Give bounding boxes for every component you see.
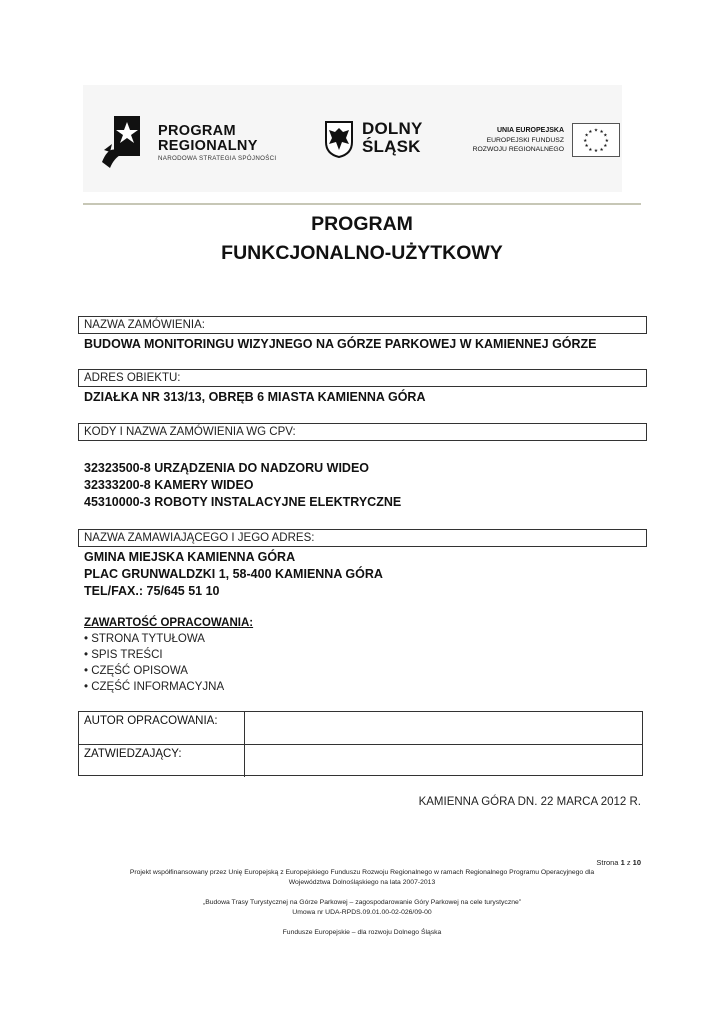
cofinance-line2: Województwa Dolnośląskiego na lata 2007-2013 bbox=[288, 879, 436, 886]
program-logo-tagline: NARODOWA STRATEGIA SPÓJNOŚCI bbox=[158, 155, 277, 162]
svg-text:★: ★ bbox=[603, 144, 608, 150]
page-prefix: Strona bbox=[596, 858, 621, 867]
document-title-line1: PROGRAM bbox=[311, 213, 413, 235]
cpv-code-2: 32333200-8 KAMERY WIDEO bbox=[84, 478, 254, 492]
signatures-table bbox=[78, 711, 643, 776]
place-and-date: KAMIENNA GÓRA DN. 22 MARCA 2012 R. bbox=[418, 796, 641, 808]
program-regionalny-logo bbox=[100, 112, 277, 168]
page-current: 1 bbox=[620, 858, 625, 867]
dolny-slask-line2: ŚLĄSK bbox=[362, 137, 421, 156]
ordering-party-phone: TEL/FAX.: 75/645 51 10 bbox=[84, 584, 220, 598]
svg-text:★: ★ bbox=[588, 129, 593, 135]
contents-item: • SPIS TREŚCI bbox=[84, 649, 163, 661]
author-field bbox=[245, 712, 642, 744]
ordering-party-address: PLAC GRUNWALDZKI 1, 58-400 KAMIENNA GÓRA bbox=[84, 567, 383, 581]
order-name-label: NAZWA ZAMÓWIENIA: bbox=[78, 316, 647, 334]
svg-text:★: ★ bbox=[584, 133, 589, 139]
cpv-code-1: 32323500-8 URZĄDZENIA DO NADZORU WIDEO bbox=[84, 461, 370, 475]
eu-flag-icon bbox=[572, 123, 620, 157]
contents-item: • STRONA TYTUŁOWA bbox=[84, 633, 205, 645]
dolny-slask-logo bbox=[324, 120, 436, 162]
document-title-line2: FUNKCJONALNO-UŻYTKOWY bbox=[221, 242, 503, 264]
dolny-slask-line1: DOLNY bbox=[362, 119, 423, 138]
svg-text:★: ★ bbox=[593, 149, 599, 155]
page-of: z bbox=[624, 858, 633, 867]
contents-heading: ZAWARTOŚĆ OPRACOWANIA: bbox=[84, 617, 254, 629]
project-name: „Budowa Trasy Turystycznej na Górze Parkowej – zagospodarowanie Góry Parkowej na cele turystyczne” bbox=[202, 899, 522, 906]
svg-text:★: ★ bbox=[599, 147, 604, 153]
contents-item: • CZĘŚĆ INFORMACYJNA bbox=[84, 681, 225, 693]
approver-field bbox=[245, 745, 642, 777]
object-address-label: ADRES OBIEKTU: bbox=[78, 369, 647, 387]
author-label: AUTOR OPRACOWANIA: bbox=[79, 712, 245, 744]
svg-text:★: ★ bbox=[603, 133, 608, 139]
eu-logo-line1: UNIA EUROPEJSKA bbox=[496, 127, 564, 134]
eu-logo bbox=[470, 122, 622, 160]
page-total: 10 bbox=[632, 858, 641, 867]
program-logo-line1: PROGRAM bbox=[158, 123, 236, 139]
svg-text:★: ★ bbox=[604, 138, 609, 144]
cofinance-line1: Projekt współfinansowany przez Unię Europejską z Europejskiego Funduszu Rozwoju Regionalnego w ramach Regionalnego Programu Operacyjnego dla bbox=[129, 869, 595, 876]
cpv-code-3: 45310000-3 ROBOTY INSTALACYJNE ELEKTRYCZNE bbox=[84, 495, 402, 509]
order-name-value: BUDOWA MONITORINGU WIZYJNEGO NA GÓRZE PARKOWEJ W KAMIENNEJ GÓRZE bbox=[84, 337, 597, 351]
ordering-party-name: GMINA MIEJSKA KAMIENNA GÓRA bbox=[84, 550, 296, 564]
footer-slogan: Fundusze Europejskie – dla rozwoju Dolnego Śląska bbox=[282, 929, 442, 936]
contents-item: • CZĘŚĆ OPISOWA bbox=[84, 665, 188, 677]
svg-text:★: ★ bbox=[599, 129, 604, 135]
approver-label: ZATWIEDZAJĄCY: bbox=[79, 745, 245, 777]
eagle-crest-icon bbox=[324, 120, 354, 158]
cpv-label: KODY I NAZWA ZAMÓWIENIA WG CPV: bbox=[78, 423, 647, 441]
svg-text:★: ★ bbox=[593, 128, 599, 134]
eu-logo-line2: EUROPEJSKI FUNDUSZ bbox=[486, 137, 564, 144]
eu-logo-line3: ROZWOJU REGIONALNEGO bbox=[472, 146, 564, 153]
svg-text:★: ★ bbox=[588, 147, 593, 153]
program-regionalny-emblem-icon bbox=[100, 112, 146, 168]
program-logo-line2: REGIONALNY bbox=[158, 138, 258, 154]
svg-text:★: ★ bbox=[584, 144, 589, 150]
contract-number: Umowa nr UDA-RPDS.09.01.00-02-026/09-00 bbox=[292, 909, 432, 916]
svg-text:★: ★ bbox=[583, 138, 588, 144]
object-address-value: DZIAŁKA NR 313/13, OBRĘB 6 MIASTA KAMIENNA GÓRA bbox=[84, 390, 426, 404]
ordering-party-label: NAZWA ZAMAWIAJĄCEGO I JEGO ADRES: bbox=[78, 529, 647, 547]
header-divider bbox=[83, 203, 641, 205]
page-number bbox=[596, 858, 641, 867]
